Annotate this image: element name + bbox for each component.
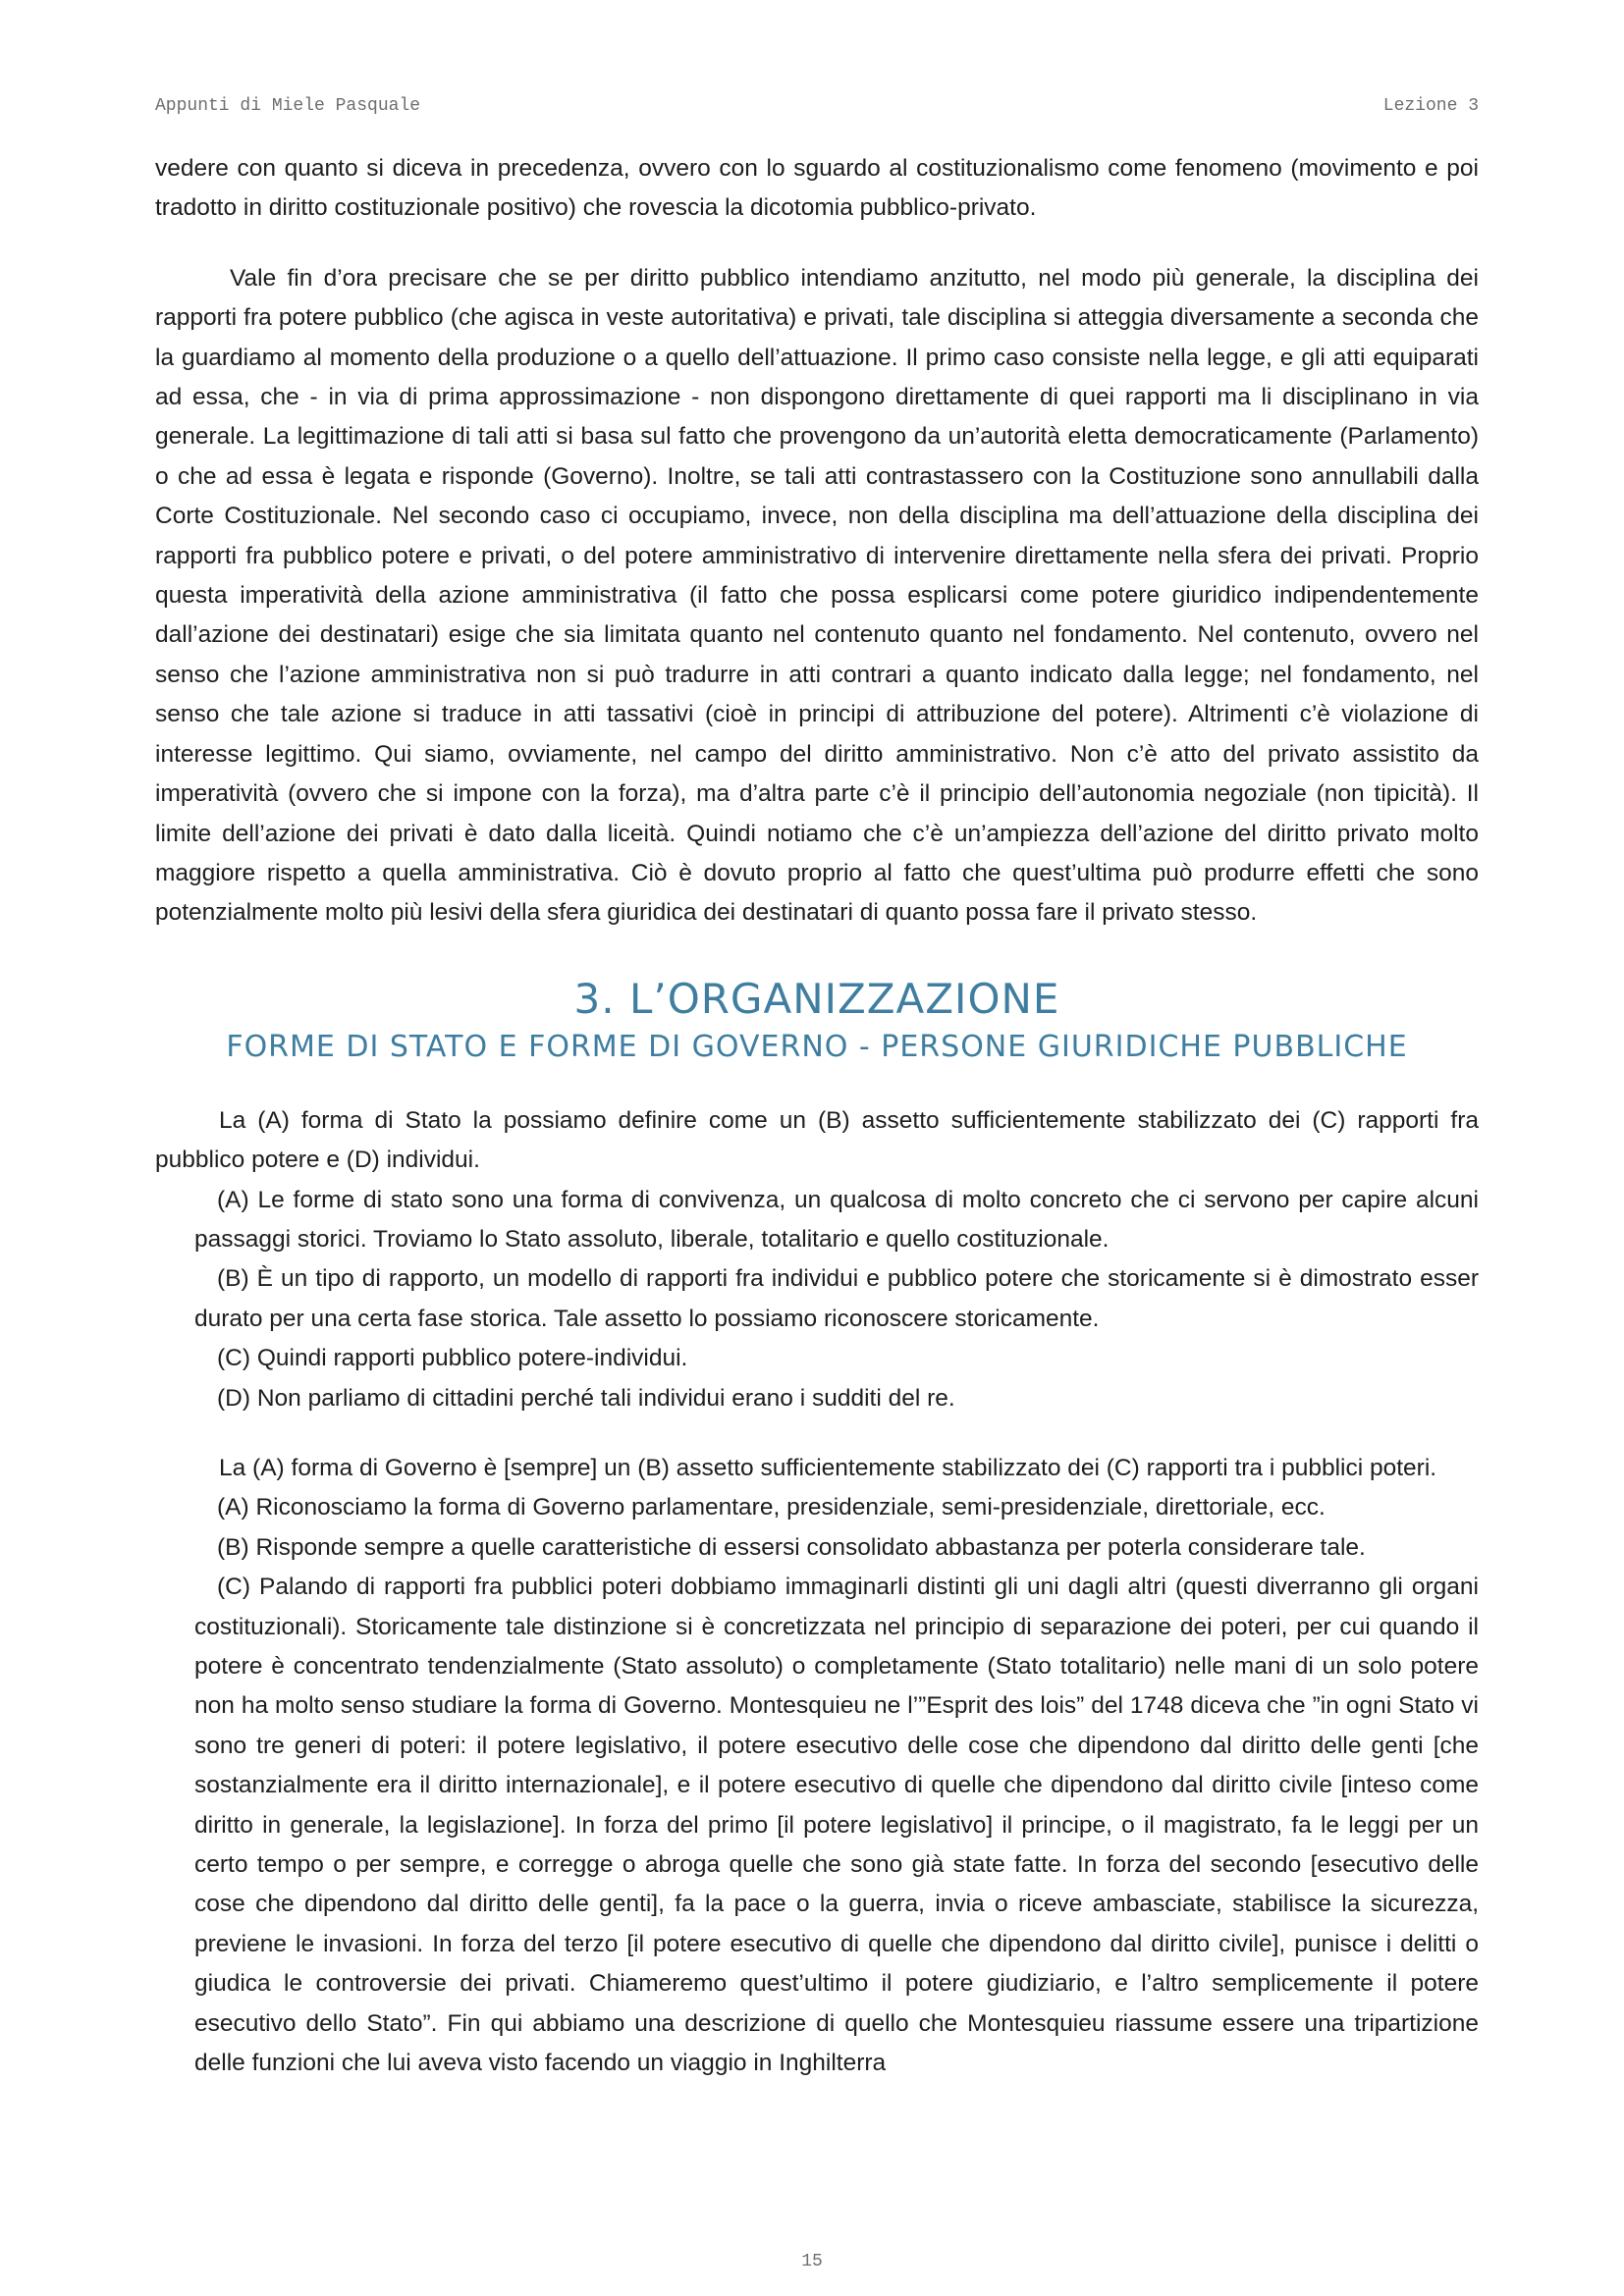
page-body (155, 149, 1479, 2083)
governo-item-b: (B) Risponde sempre a quelle caratteristiche di essersi consolidato abbastanza per poterla considerare tale. (217, 1533, 1366, 1561)
governo-item-a: (A) Riconosciamo la forma di Governo parlamentare, presidenziale, semi-presidenziale, direttoriale, ecc. (217, 1494, 1326, 1522)
paragraph-continuation: vedere con quanto si diceva in precedenza, ovvero con lo sguardo al costituzionalismo come fenomeno (movimento e poi tradotto in diritto costituzionale positivo) che rovescia la dicotomia pubblico-privato. (155, 155, 1479, 222)
page-number: 15 (801, 2252, 823, 2271)
stato-item-a: (A) Le forme di stato sono una forma di convivenza, un qualcosa di molto concreto che ci servono per capire alcuni passaggi storici. Troviamo lo Stato assoluto, liberale, totalitario e quello costituzionale. (194, 1186, 1479, 1253)
header-lesson: Lezione 3 (1382, 96, 1479, 116)
governo-definition: La (A) forma di Governo è [sempre] un (B) assetto sufficientemente stabilizzato dei (C) rapporti tra i pubblici poteri. (219, 1454, 1437, 1481)
stato-item-b: (B) È un tipo di rapporto, un modello di rapporti fra individui e pubblico potere che storicamente si è dimostrato esser durato per una certa fase storica. Tale assetto lo possiamo riconoscere storicamente. (194, 1265, 1479, 1332)
stato-item-c: (C) Quindi rapporti pubblico potere-individui. (217, 1345, 688, 1372)
stato-definition: La (A) forma di Stato la possiamo definire come un (B) assetto sufficientemente stabilizzato dei (C) rapporti fra pubblico potere e (D) individui. (155, 1106, 1479, 1174)
stato-item-d: (D) Non parliamo di cittadini perché tali individui erano i sudditi del re. (217, 1384, 955, 1412)
section-title: 3. L’ORGANIZZAZIONE (573, 974, 1060, 1023)
paragraph-public-law: Vale fin d’ora precisare che se per diritto pubblico intendiamo anzitutto, nel modo più generale, la disciplina dei rapporti fra potere pubblico (che agisca in veste autoritativa) e privati, tale disciplina si atteggia diversamente a seconda che la guardiamo al momento della produzione o a quello dell’attuazione. Il primo caso consiste nella legge, e gli atti equiparati ad essa, che - in via di prima approssimazione - non dispongono direttamente di quei rapporti ma li disciplinano in via generale. La legittimazione di tali atti si basa sul fatto che provengono da un’autorità eletta democraticamente (Parlamento) o che ad essa è legata e risponde (Governo). Inoltre, se tali atti contrastassero con la Costituzione sono annullabili dalla Corte Costituzionale. Nel secondo caso ci occupiamo, invece, non della disciplina ma dell’attuazione della disciplina dei rapporti fra pubblico potere e privati, o del potere amministrativo di intervenire direttamente nella sfera dei privati. Proprio questa imperatività della azione amministrativa (il fatto che possa esplicarsi come potere giuridico indipendentemente dall’azione dei destinatari) esige che sia limitata quanto nel contenuto quanto nel fondamento. Nel contenuto, ovvero nel senso che l’azione amministrativa non si può tradurre in atti contrari a quanto indicato dalla legge; nel fondamento, nel senso che tale azione si traduce in atti tassativi (cioè in principi di attribuzione del potere). Altrimenti c’è violazione di interesse legittimo. Qui siamo, ovviamente, nel campo del diritto amministrativo. Non c’è atto del privato assistito da imperatività (ovvero che si impone con la forza), ma d’altra parte c’è il principio dell’autonomia negoziale (non tipicità). Il limite dell’azione dei privati è dato dalla liceità. Quindi notiamo che c’è un’ampiezza dell’azione del diritto privato molto maggiore rispetto a quella amministrativa. Ciò è dovuto proprio al fatto che quest’ultima può produrre effetti che sono potenzialmente molto più lesivi della sfera giuridica dei destinatari di quanto possa fare il privato stesso. (155, 264, 1479, 927)
section-subtitle: FORME DI STATO E FORME DI GOVERNO - PERSONE GIURIDICHE PUBBLICHE (226, 1029, 1408, 1064)
running-header (155, 96, 1479, 116)
governo-item-c: (C) Palando di rapporti fra pubblici poteri dobbiamo immaginarli distinti gli uni dagli altri (questi diverranno gli organi costituzionali). Storicamente tale distinzione si è concretizzata nel principio di separazione dei poteri, per cui quando il potere è concentrato tendenzialmente (Stato assoluto) o completamente (Stato totalitario) nelle mani di un solo potere non ha molto senso studiare la forma di Governo. Montesquieu ne l’”Esprit des lois” del 1748 diceva che ”in ogni Stato vi sono tre generi di poteri: il potere legislativo, il potere esecutivo delle cose che dipendono dal diritto delle genti [che sostanzialmente era il diritto internazionale], e il potere esecutivo di quelle che dipendono dal diritto civile [inteso come diritto in generale, la legislazione]. In forza del primo [il potere legislativo] il principe, o il magistrato, fa le leggi per un certo tempo o per sempre, e corregge o abroga quelle che sono già state fatte. In forza del secondo [esecutivo delle cose che dipendono dal diritto delle genti], fa la pace o la guerra, invia o riceve ambasciate, stabilisce la sicurezza, previene le invasioni. In forza del terzo [il potere esecutivo di quelle che dipendono dal diritto civile], punisce i delitti o giudica le controversie dei privati. Chiameremo quest’ultimo il potere giudiziario, e l’altro semplicemente il potere esecutivo dello Stato”. Fin qui abbiamo una descrizione di quello che Montesquieu riassume essere una tripartizione delle funzioni che lui aveva visto facendo un viaggio in Inghilterra (194, 1574, 1479, 2077)
header-author: Appunti di Miele Pasquale (155, 96, 421, 116)
